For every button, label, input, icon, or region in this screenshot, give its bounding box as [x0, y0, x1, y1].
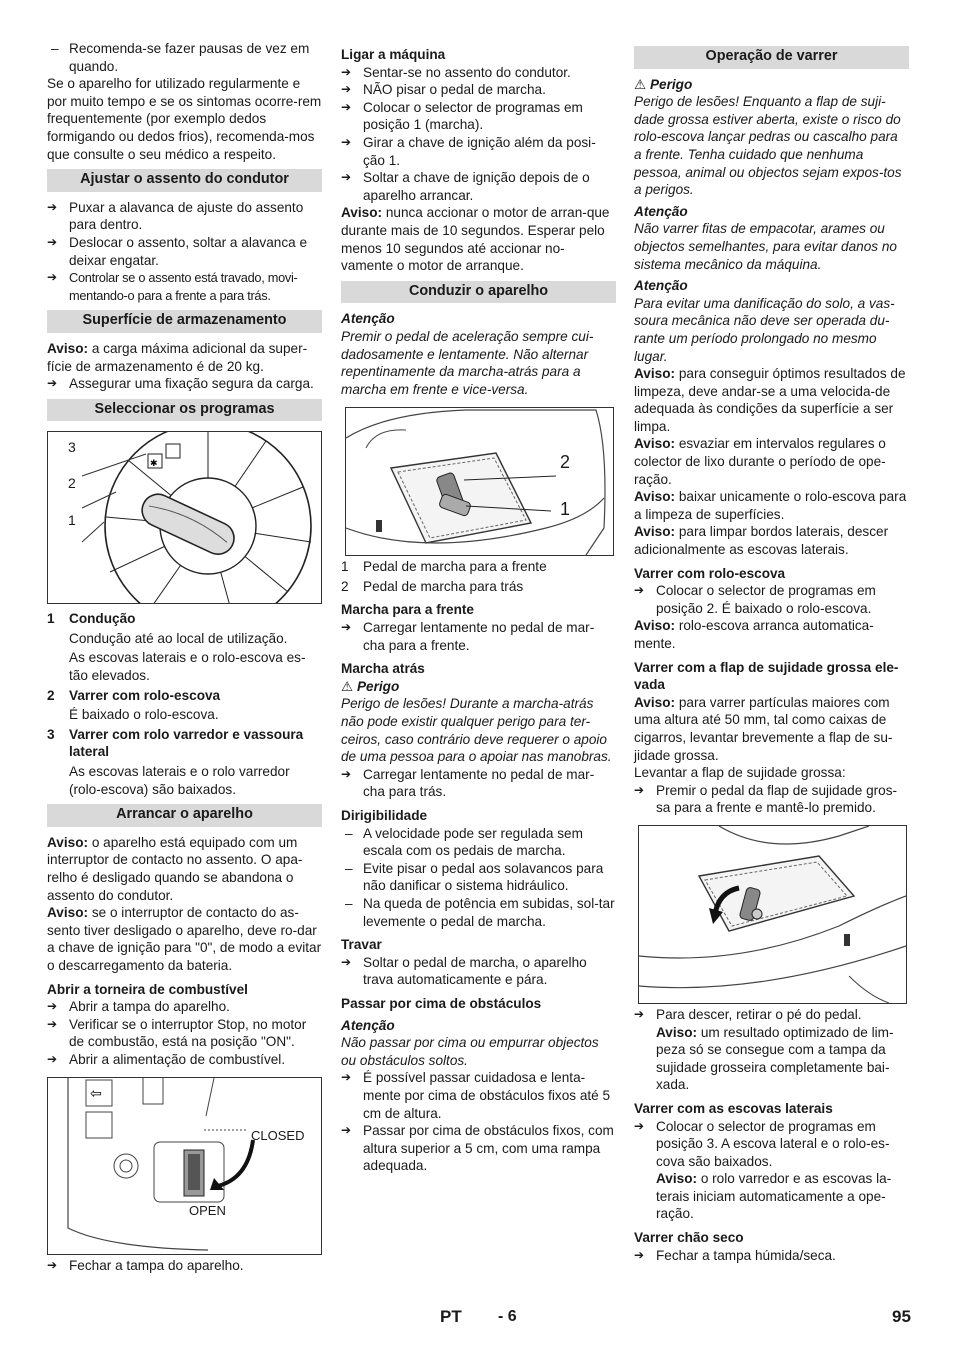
intro-dash-item: – Recomenda-se fazer pausas de vez em quando.	[47, 40, 322, 75]
legend-item: 3 Varrer com rolo varredor e vassoura lateral	[47, 726, 304, 760]
intro-paragraph: Se o aparelho for utilizado regularmente e por muito tempo e se os sintomas ocorre-rem frequentemente (por exemplo dedos formigando ou dedos frios), recomenda-mos que consulte o seu médico a respeito.	[47, 76, 322, 162]
attention-label: Atenção	[341, 1017, 395, 1033]
subheading-roller: Varrer com rolo-escova	[634, 565, 786, 581]
figure-label-1: 1	[560, 499, 571, 520]
step-item: ➔ Colocar o selector de programas em posição 1 (marcha).	[341, 99, 616, 134]
danger-label: ⚠ Perigo	[634, 76, 693, 92]
attention-label: Atenção	[341, 311, 395, 327]
step-item: ➔ Carregar lentamente no pedal de mar-cha para trás.	[341, 766, 616, 801]
column-1	[47, 40, 322, 1274]
section-header-storage: Superfície de armazenamento	[47, 310, 322, 333]
subheading-start: Ligar a máquina	[341, 47, 446, 62]
fuel-valve-figure	[47, 1077, 322, 1255]
attention-label: Atenção	[634, 203, 688, 219]
footer-page: - 6	[498, 1308, 517, 1325]
figure-label-1: 1	[68, 512, 76, 529]
flap-pedal-figure	[638, 825, 907, 1004]
svg-text:✱: ✱	[150, 459, 158, 470]
step-item: ➔ Girar a chave de ignição além da posi-ção 1.	[341, 134, 616, 169]
note: Aviso: um resultado optimizado de lim-peza só se consegue com a tampa da sujidade grosseira completamente bai-xada.	[656, 1024, 894, 1093]
attention-text: Premir o pedal de aceleração sempre cui-dadosamente e lentamente. Não alternar repentinamente da marcha-atrás para a marcha em frente e vice-versa.	[341, 328, 594, 397]
subheading-dry-floor: Varrer chão seco	[634, 1230, 744, 1246]
danger-text: Perigo de lesões! Enquanto a flap de suji-dade grossa estiver aberta, existe o risco do rolo-escova lançar pedras ou cascalho para a frente. Tenha cuidado que nenhuma pessoa, animal ou objectos sejam expos-tos a perigos.	[634, 94, 902, 198]
legend-item: 2 Pedal de marcha para trás	[341, 578, 524, 594]
program-legend	[47, 610, 322, 798]
figure-label-2: 2	[560, 452, 571, 473]
note: Aviso: para varrer partículas maiores com uma altura até 50 mm, tal como caixas de cigarros, levantar brevemente a flap de su-jidade grossa.	[634, 694, 893, 763]
subheading-brake: Travar	[341, 937, 382, 953]
column-3	[634, 40, 909, 1264]
subheading-reverse: Marcha atrás	[341, 661, 425, 677]
subheading-flap: Varrer com a flap de sujidade grossa ele-vada	[634, 659, 899, 693]
dash-item: – A velocidade pode ser regulada sem escala com os pedais de marcha.	[341, 825, 616, 860]
step-item: ➔ Fechar a tampa húmida/seca.	[634, 1247, 909, 1265]
legend-item: 1 Pedal de marcha para a frente	[341, 559, 547, 575]
legend-item: 2 Varrer com rolo-escova	[47, 687, 221, 703]
storage-note: Aviso: a carga máxima adicional da super-fície de armazenamento é de 20 kg.	[47, 340, 308, 374]
warning-icon: ⚠	[341, 678, 354, 694]
attention-text: Não varrer fitas de empacotar, arames ou objectos semelhantes, para evitar danos no sistema mecânico da máquina.	[634, 221, 897, 272]
legend-desc: É baixado o rolo-escova.	[69, 707, 219, 723]
attention-text: Não passar por cima ou empurrar objectos ou obstáculos soltos.	[341, 1035, 599, 1068]
footer-page-total: 95	[892, 1307, 911, 1326]
closed-label: CLOSED	[251, 1127, 305, 1143]
dash-item: – Evite pisar o pedal aos solavancos para não danificar o sistema hidráulico.	[341, 860, 616, 895]
legend-desc: Condução até ao local de utilização.	[69, 630, 288, 646]
step-item: ➔ NÃO pisar o pedal de marcha.	[341, 81, 616, 99]
note: Aviso: esvaziar em intervalos regulares o colector de lixo durante o período de ope-ração.	[634, 436, 886, 487]
subheading-fuel: Abrir a torneira de combustível	[47, 981, 248, 997]
step-item: ➔ Premir o pedal da flap de sujidade gros-sa para a frente e mantê-lo premido.	[634, 782, 909, 817]
start-note: Aviso: nunca accionar o motor de arran-que durante mais de 10 segundos. Esperar pelo menos 10 segundos até accionar no-vamente o motor de arranque.	[341, 205, 610, 274]
legend-desc: As escovas laterais e o rolo varredor (rolo-escova) são baixados.	[69, 764, 290, 797]
open-label: OPEN	[189, 1202, 226, 1218]
step-item: ➔ Colocar o selector de programas em posição 3. A escova lateral e o rolo-es-cova são baixados.	[634, 1118, 909, 1171]
program-selector-illustration	[48, 432, 321, 603]
step-item: ➔ Sentar-se no assento do condutor.	[341, 64, 616, 82]
subheading-side-brushes: Varrer com as escovas laterais	[634, 1100, 833, 1116]
column-2	[341, 46, 616, 1175]
attention-label: Atenção	[634, 278, 688, 294]
warning-icon: ⚠	[634, 76, 647, 92]
fuel-valve-illustration	[48, 1078, 321, 1254]
pedals-figure	[345, 407, 614, 556]
dash-item: – Na queda de potência em subidas, sol-tar levemente o pedal de marcha.	[341, 895, 616, 930]
note: Aviso: para conseguir óptimos resultados de limpeza, deve andar-se a uma velocida-de adequada às condições da superfície a ser limpa.	[634, 366, 906, 434]
step-item: ➔ Carregar lentamente no pedal de mar-cha para a frente.	[341, 619, 616, 654]
pedals-illustration	[346, 408, 613, 555]
step-item: ➔ Deslocar o assento, soltar a alavanca e deixar engatar.	[47, 234, 322, 269]
step-item: ➔ É possível passar cuidadosa e lenta-mente por cima de obstáculos fixos até 5 cm de altura.	[341, 1069, 616, 1122]
footer-language: PT	[440, 1307, 462, 1326]
subheading-forward: Marcha para a frente	[341, 602, 474, 618]
note: Aviso: baixar unicamente o rolo-escova para a limpeza de superfícies.	[634, 489, 907, 522]
legend-desc: As escovas laterais e o rolo-escova es-tão elevados.	[69, 650, 306, 684]
svg-text:⇦: ⇦	[90, 1085, 102, 1102]
subheading-steering: Dirigibilidade	[341, 808, 428, 823]
step-item: ➔ Controlar se o assento está travado, movi-mentando-o para a frente a para trás.	[47, 269, 322, 304]
program-selector-figure	[47, 431, 322, 604]
note: Aviso: rolo-escova arranca automatica-mente.	[634, 618, 874, 651]
start-note: Aviso: se o interruptor de contacto do as-sento tiver desligado o aparelho, deve ro-dar a chave de ignição para "0", de modo a evitar o descarregamento da bateria.	[47, 905, 322, 973]
step-item: ➔ Puxar a alavanca de ajuste do assento para dentro.	[47, 199, 322, 234]
flap-pedal-illustration	[639, 826, 906, 1003]
step-item: ➔ Passar por cima de obstáculos fixos, com altura superior a 5 cm, com uma rampa adequada.	[341, 1122, 616, 1175]
pedal-legend	[341, 558, 616, 595]
step-item: ➔ Fechar a tampa do aparelho.	[47, 1257, 322, 1275]
step-item: ➔ Abrir a alimentação de combustível.	[47, 1051, 322, 1069]
step-item: ➔ Soltar a chave de ignição depois de o aparelho arrancar.	[341, 169, 616, 204]
section-header-sweep: Operação de varrer	[634, 46, 909, 69]
step-item: ➔ Assegurar uma fixação segura da carga.	[47, 375, 322, 393]
danger-text: Perigo de lesões! Durante a marcha-atrás não pode existir qualquer perigo para ter-ceiros, caso contrário deve requerer o apoio de uma pessoa para o apoiar nas manobras.	[341, 696, 612, 765]
note: Aviso: para limpar bordos laterais, descer adicionalmente as escovas laterais.	[634, 524, 889, 558]
section-header-drive: Conduzir o aparelho	[341, 281, 616, 304]
step-item: ➔ Colocar o selector de programas em posição 2. É baixado o rolo-escova.	[634, 582, 909, 617]
note: Aviso: o rolo varredor e as escovas la-terais iniciam automaticamente a ope-ração.	[656, 1171, 892, 1222]
section-header-start: Arrancar o aparelho	[47, 804, 322, 827]
start-note: Aviso: o aparelho está equipado com um interruptor de contacto no assento. O apa-relho é desligado quando se abandona o assento do condutor.	[47, 834, 303, 903]
step-item: ➔ Soltar o pedal de marcha, o aparelho trava automaticamente e pára.	[341, 954, 616, 989]
section-header-programs: Seleccionar os programas	[47, 399, 322, 422]
attention-text: Para evitar uma danificação do solo, a vas-soura mecânica não deve ser operada du-rante um período prolongado no mesmo lugar.	[634, 295, 895, 364]
danger-label: ⚠ Perigo	[341, 678, 400, 694]
figure-label-3: 3	[68, 439, 76, 456]
section-header-seat: Ajustar o assento do condutor	[47, 169, 322, 192]
flap-lift-text: Levantar a flap de sujidade grossa:	[634, 765, 846, 781]
step-item: ➔ Verificar se o interruptor Stop, no motor de combustão, está na posição "ON".	[47, 1016, 322, 1051]
figure-label-2: 2	[68, 475, 76, 492]
step-item: ➔ Abrir a tampa do aparelho.	[47, 998, 322, 1016]
legend-item: 1 Condução	[47, 611, 136, 627]
step-item: ➔ Para descer, retirar o pé do pedal.	[634, 1006, 909, 1024]
subheading-obstacles: Passar por cima de obstáculos	[341, 995, 542, 1011]
